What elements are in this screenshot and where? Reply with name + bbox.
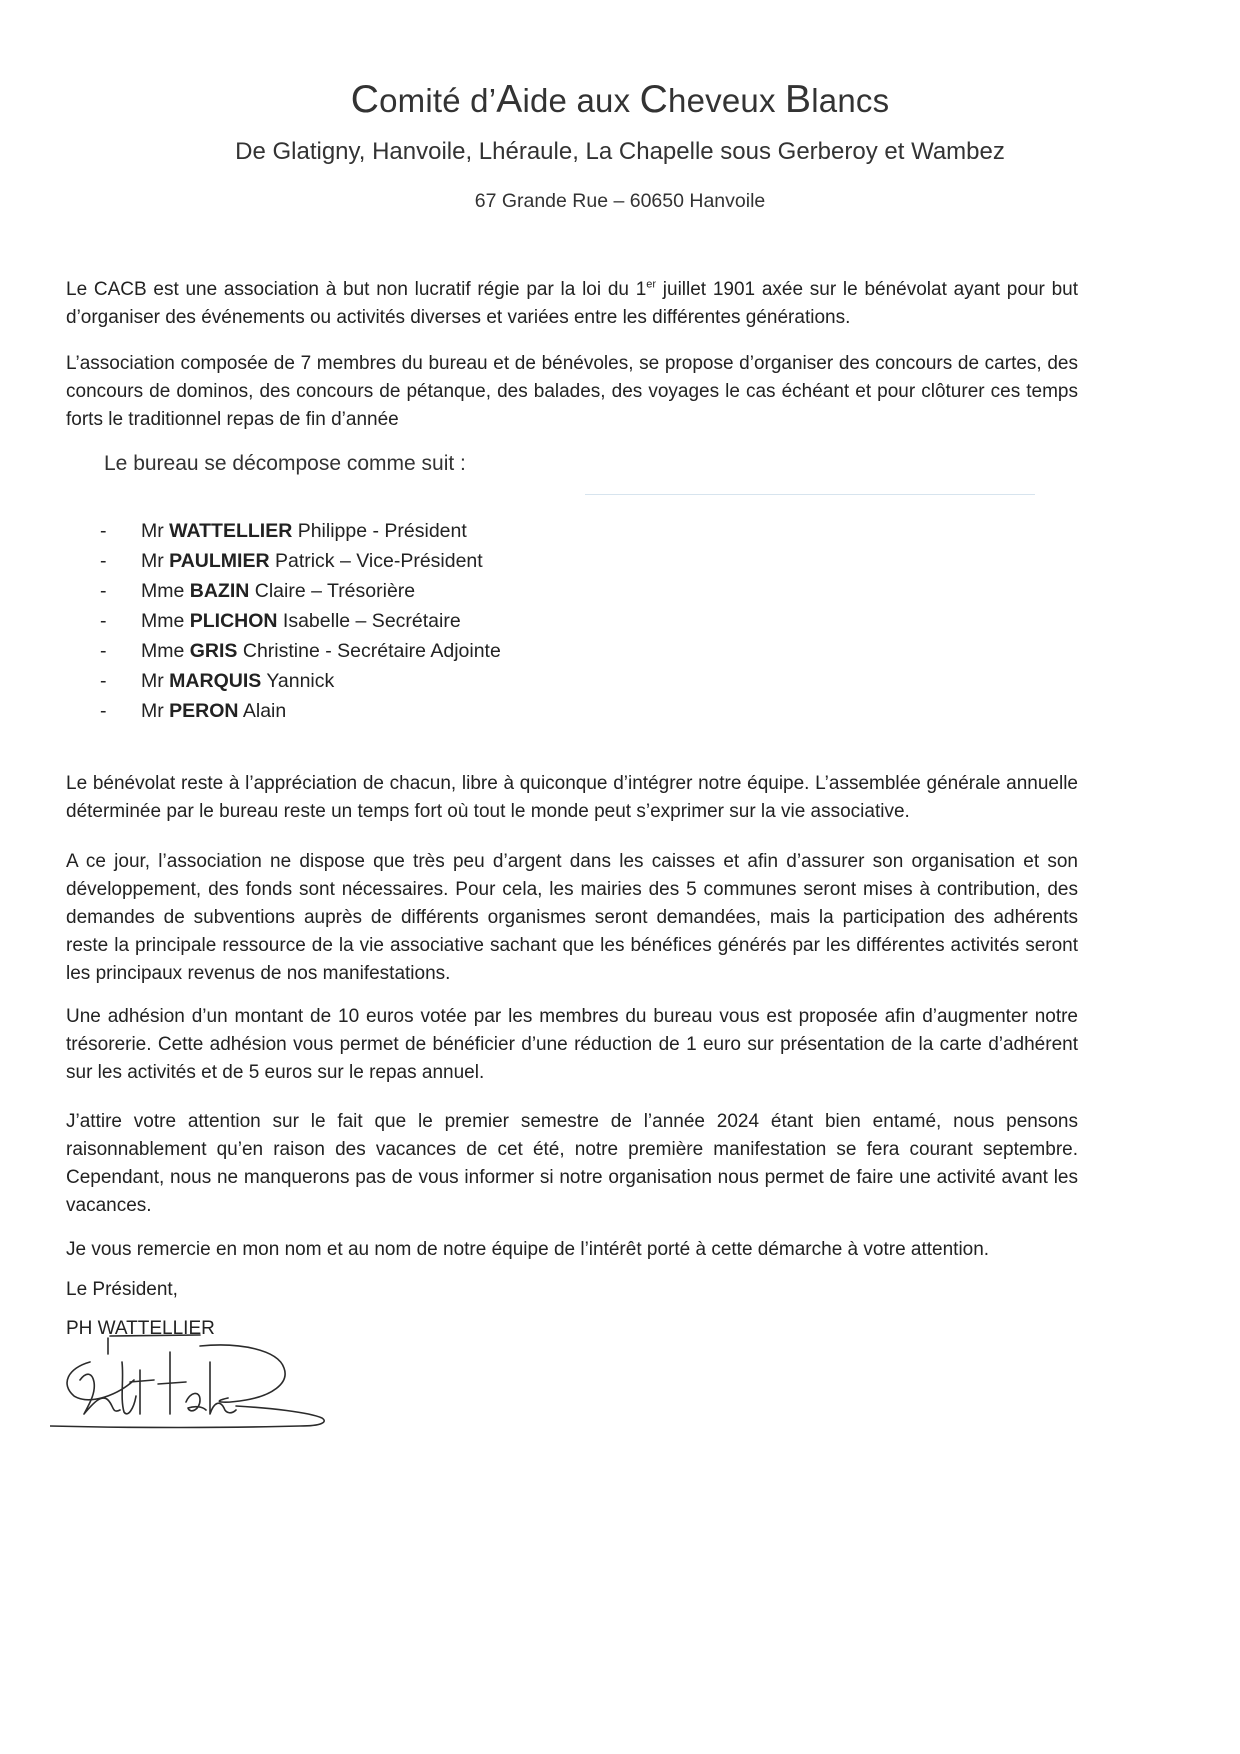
organization-subtitle: De Glatigny, Hanvoile, Lhéraule, La Chapelle sous Gerberoy et Wambez: [235, 138, 1005, 165]
body-paragraph-volunteering: Le bénévolat reste à l’appréciation de chacun, libre à quiconque d’intégrer notre équipe. L’assemblée générale annuelle déterminée par le bureau reste un temps fort où tout le monde peut s’exprimer sur la vie associative.: [66, 773, 1078, 822]
member-item: - Mr MARQUIS Yannick: [100, 670, 335, 692]
member-item: - Mr PAULMIER Patrick – Vice-Président: [100, 550, 483, 572]
body-paragraph-thanks: Je vous remercie en mon nom et au nom de notre équipe de l’intérêt porté à cette démarche à votre attention.: [66, 1239, 990, 1260]
organization-title: Comité d’Aide aux Cheveux Blancs: [350, 78, 890, 121]
organization-address: 67 Grande Rue – 60650 Hanvoile: [474, 190, 766, 212]
signatory-name: PH WATTELLIER: [66, 1318, 215, 1339]
intro-paragraph-2: L’association composée de 7 membres du bureau et de bénévoles, se propose d’organiser des concours de cartes, des concours de dominos, des concours de pétanque, des balades, des voyages le cas échéant et pour clôturer ces temps forts le traditionnel repas de fin d’année: [66, 353, 1078, 430]
member-item: - Mme PLICHON Isabelle – Secrétaire: [100, 610, 461, 632]
divider: [585, 494, 1035, 495]
closing-salutation: Le Président,: [66, 1279, 178, 1300]
member-item: - Mme BAZIN Claire – Trésorière: [100, 580, 416, 602]
handwritten-signature: [50, 1322, 370, 1432]
bureau-intro: Le bureau se décompose comme suit :: [104, 452, 466, 475]
member-item: - Mr WATTELLIER Philippe - Président: [100, 520, 467, 542]
body-paragraph-funding: A ce jour, l’association ne dispose que très peu d’argent dans les caisses et afin d’assurer son organisation et son développement, des fonds sont nécessaires. Pour cela, les mairies des 5 communes seront mises à contribution, des demandes de subventions auprès de différents organismes seront demandées, mais la participation des adhérents reste la principale ressource de la vie associative sachant que les bénéfices générés par les différentes activités seront les principaux revenus de nos manifestations.: [66, 851, 1078, 984]
body-paragraph-membership: Une adhésion d’un montant de 10 euros votée par les membres du bureau vous est proposée afin d’augmenter notre trésorerie. Cette adhésion vous permet de bénéficier d’une réduction de 1 euro sur présentation de la carte d’adhérent sur les activités et de 5 euros sur le repas annuel.: [66, 1006, 1078, 1083]
intro-paragraph-1: Le CACB est une association à but non lucratif régie par la loi du 1er juillet 1901 axée sur le bénévolat ayant pour but d’organiser des événements ou activités diverses et variées entre les différentes générations.: [66, 278, 1078, 328]
body-paragraph-schedule: J’attire votre attention sur le fait que le premier semestre de l’année 2024 étant bien entamé, nous pensons raisonnablement qu’en raison des vacances de cet été, notre première manifestation se fera courant septembre. Cependant, nous ne manquerons pas de vous informer si notre organisation nous permet de faire une activité avant les vacances.: [66, 1111, 1078, 1216]
bureau-member-list: [66, 516, 501, 726]
member-item: - Mr PERON Alain: [100, 700, 287, 722]
member-item: - Mme GRIS Christine - Secrétaire Adjointe: [100, 640, 501, 662]
